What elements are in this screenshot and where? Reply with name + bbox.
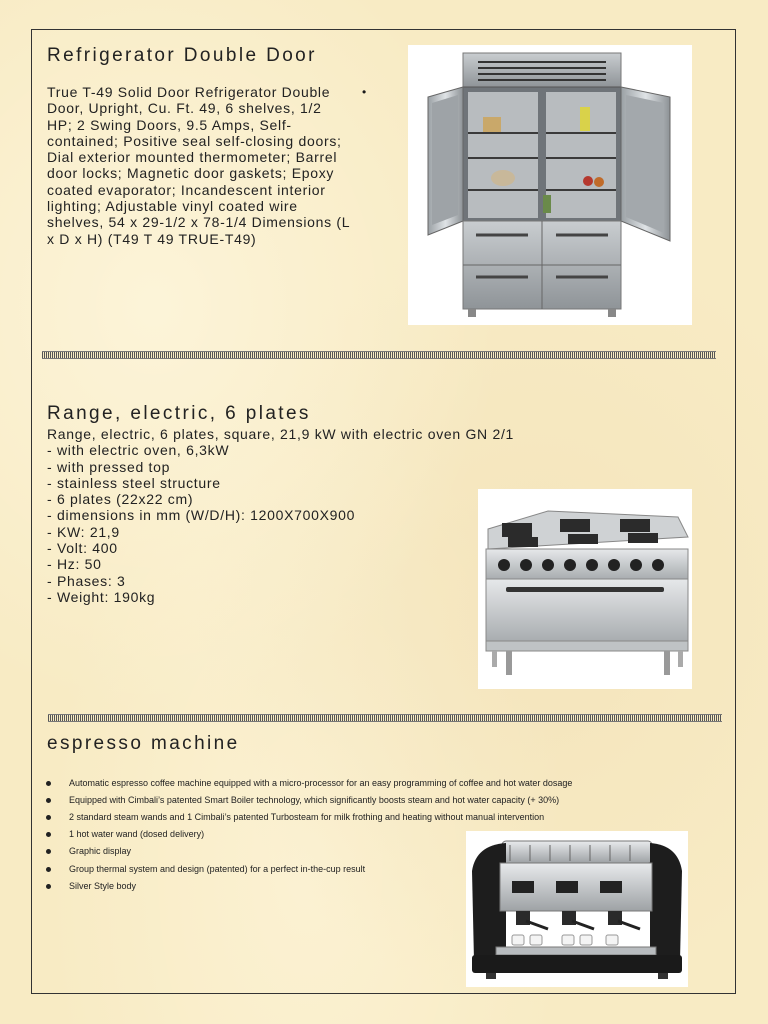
fridge-title: Refrigerator Double Door xyxy=(47,45,317,66)
range-spec-line: - with electric oven, 6,3kW xyxy=(47,442,230,459)
list-item xyxy=(69,881,136,891)
range-title: Range, electric, 6 plates xyxy=(47,403,311,424)
espresso-illustration xyxy=(466,831,688,987)
range-spec-line: - Weight: 190kg xyxy=(47,588,156,605)
range-spec-line: - KW: 21,9 xyxy=(47,523,120,540)
list-item xyxy=(69,812,544,822)
range-spec-line: - Phases: 3 xyxy=(47,572,126,589)
fridge-bullet: • xyxy=(362,85,367,99)
section-divider xyxy=(48,714,722,722)
bullet-icon xyxy=(46,832,51,837)
list-item-text: Group thermal system and design (patented) for a perfect in-the-cup result xyxy=(69,864,366,874)
bullet-icon xyxy=(46,849,51,854)
range-illustration xyxy=(478,489,692,689)
list-item xyxy=(69,795,559,805)
range-spec-line: - dimensions in mm (W/D/H): 1200X700X900 xyxy=(47,507,356,524)
list-item-text: 2 standard steam wands and 1 Cimbali’s patented Turbosteam for milk frothing and heating without manual intervention xyxy=(69,812,545,822)
espresso-title: espresso machine xyxy=(47,733,240,754)
list-item-text: Silver Style body xyxy=(69,881,137,891)
list-item xyxy=(69,829,204,839)
range-spec-list xyxy=(47,426,514,605)
bullet-icon xyxy=(46,781,51,786)
bullet-icon xyxy=(46,867,51,872)
range-spec-line: - 6 plates (22x22 cm) xyxy=(47,491,194,508)
range-image xyxy=(478,489,692,689)
range-spec-line: Range, electric, 6 plates, square, 21,9 kW with electric oven GN 2/1 xyxy=(47,426,515,442)
bullet-icon xyxy=(46,884,51,889)
espresso-machine-image xyxy=(466,831,688,987)
range-spec-line: - with pressed top xyxy=(47,458,171,475)
list-item-text: 1 hot water wand (dosed delivery) xyxy=(69,829,205,839)
list-item-text: Automatic espresso coffee machine equipped with a micro-processor for an easy programming of coffee and hot water dosage xyxy=(69,778,573,788)
list-item-text: Graphic display xyxy=(69,846,132,856)
list-item xyxy=(69,846,131,856)
fridge-description: True T-49 Solid Door Refrigerator Double Door, Upright, Cu. Ft. 49, 6 shelves, 1/2 HP; 2 Swing Doors, 9.5 Amps, Self-contained; Positive seal self-closing doors; Dial exterior mounted thermometer; Barrel door locks; Magnetic door gaskets; Epoxy coated evaporator; Incandescent interior lighting; Adjustable vinyl coated wire shelves, 54 x 29-1/2 x 78-1/4 Dimensions (L x D x H) (T49 T 49 TRUE-T49) xyxy=(47,84,350,247)
range-spec-line: - Hz: 50 xyxy=(47,556,102,573)
list-item-text: Equipped with Cimbali’s patented Smart Boiler technology, which significantly boosts steam and hot water capacity (+ 30%) xyxy=(69,795,560,805)
refrigerator-illustration xyxy=(408,45,692,325)
list-item xyxy=(69,778,572,788)
range-spec-line: - Volt: 400 xyxy=(47,540,118,557)
range-spec-line: - stainless steel structure xyxy=(47,474,221,491)
list-item xyxy=(69,864,365,874)
refrigerator-image xyxy=(408,45,692,325)
bullet-icon xyxy=(46,815,51,820)
section-divider xyxy=(42,351,716,359)
bullet-icon xyxy=(46,798,51,803)
